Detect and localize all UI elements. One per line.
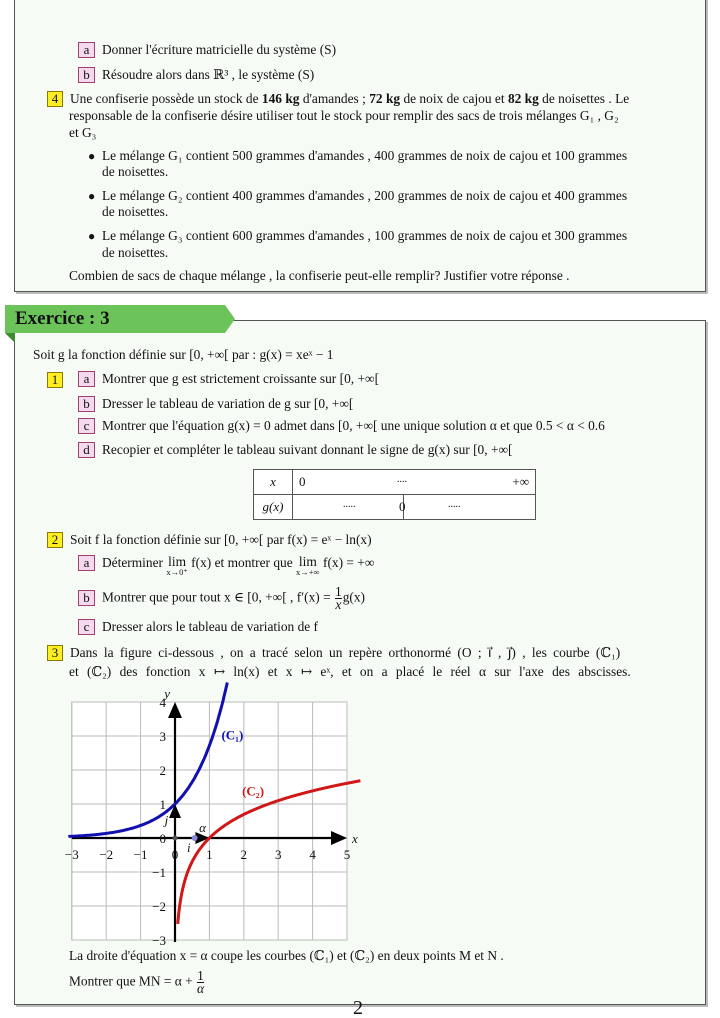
bullet-text: Le mélange G₂ contient 400 grammes d'amandes , 200 grammes de noix de cajou et 400 grammes: [102, 188, 628, 203]
bullet-text: Le mélange G₁ contient 500 grammes d'amandes , 400 grammes de noix de cajou et 100 grammes: [102, 148, 628, 163]
origin-point: [173, 836, 178, 841]
text: de noisettes . Le: [538, 91, 630, 106]
lim: lim: [168, 554, 186, 569]
item-text: Montrer que l'équation g(x) = 0 admet dans [0, +∞[ une unique solution α et que 0.5 < α < 0.6: [102, 418, 605, 433]
c2-label: (C₂): [242, 783, 265, 799]
question-4-line-2: responsable de la confiserie désire utiliser tout le stock pour remplir des sacs de trois mélanges G₁ , G₂: [69, 108, 619, 123]
y-tick-label: −2: [152, 899, 166, 914]
item-text: Résoudre alors dans ℝ³ , le système (S): [102, 67, 315, 82]
x-tick-label: 5: [343, 847, 351, 862]
item-a: [78, 42, 336, 58]
table-cell: [293, 495, 536, 520]
cell-value: +∞: [512, 474, 529, 489]
cell-value: 0: [299, 474, 306, 489]
item-text: Dresser le tableau de variation de g sur [0, +∞[: [102, 396, 354, 411]
limit: [166, 555, 188, 576]
text: Déterminer: [102, 555, 167, 570]
item-label: c: [78, 619, 95, 635]
amandes-qty: 146 kg: [261, 91, 300, 106]
limit: [296, 555, 320, 576]
y-tick-label: 0: [159, 831, 166, 846]
q2-item-b: [78, 586, 365, 611]
question-3-text: La droite d'équation x = α coupe les courbes (ℂ₁) et (ℂ₂) en deux points M et N .: [69, 948, 504, 963]
fraction: [197, 970, 204, 995]
exercise-title: Exercice : 3: [5, 305, 225, 333]
denominator: x: [335, 597, 342, 612]
y-axis-label: y: [164, 686, 170, 701]
i-vector-label: i⃗: [187, 840, 201, 855]
lim-sub: x→0⁺: [166, 567, 188, 577]
item-text: Recopier et compléter le tableau suivant donnant le signe de g(x) sur [0, +∞[: [102, 442, 513, 457]
x-tick-label: −1: [133, 847, 148, 862]
question-3: [47, 645, 620, 661]
cell-value: ....: [397, 474, 407, 485]
bullet-text: de noisettes.: [102, 164, 169, 179]
q2-item-a: [78, 555, 374, 576]
table-header: x: [254, 470, 293, 495]
y-tick-label: −3: [152, 933, 166, 948]
item-text: Donner l'écriture matricielle du système (S): [102, 42, 337, 57]
text: g(x): [342, 589, 365, 605]
item-text: Dresser alors le tableau de variation de f: [102, 619, 319, 634]
item-label: c: [78, 418, 95, 434]
question-number: 1: [47, 372, 63, 388]
x-tick-label: 3: [274, 847, 282, 862]
question-number: 2: [47, 532, 63, 548]
q2-item-c: [78, 619, 318, 635]
item-label: a: [78, 42, 95, 58]
y-tick-label: −1: [152, 865, 166, 880]
text: Dans la figure ci-dessous , on a tracé selon un repère orthonormé (O ; i⃗ , j⃗) , les courbe (ℂ₁): [70, 645, 621, 660]
q1-item-d: [78, 442, 513, 458]
text: de noix de cajou et: [400, 91, 508, 106]
sign-table: [253, 469, 536, 520]
x-tick-label: 2: [240, 847, 248, 862]
table-row: [254, 470, 536, 495]
question-number: 3: [47, 645, 63, 661]
bullet-icon: ●: [88, 189, 96, 203]
x-tick-label: 4: [309, 847, 316, 862]
text: Une confiserie possède un stock de: [70, 91, 262, 106]
x-tick-label: −2: [99, 847, 114, 862]
item-label: b: [78, 396, 95, 412]
table-header: g(x): [254, 495, 293, 520]
function-graph: [55, 678, 375, 950]
x-tick-label: 0: [171, 847, 179, 862]
question-2: [47, 532, 372, 548]
x-tick-label: −3: [64, 847, 79, 862]
question-3-ask: [69, 970, 205, 995]
q1-item-b: [78, 396, 353, 412]
item-label: d: [78, 442, 95, 458]
bullet-icon: ●: [88, 149, 96, 163]
lim: lim: [298, 554, 317, 569]
page-number: 2: [353, 997, 363, 1018]
item-label: b: [78, 590, 95, 606]
numerator: 1: [197, 968, 204, 983]
y-tick-label: 2: [159, 763, 166, 778]
text: f(x) = +∞: [319, 555, 375, 570]
text: Montrer que pour tout x ∈ [0, +∞[ , f′(x) =: [102, 589, 334, 605]
table-cell: [293, 470, 536, 495]
numerator: 1: [334, 584, 342, 599]
text: Montrer que MN = α +: [69, 973, 196, 989]
tab-fold: [5, 333, 15, 343]
c1-label: (C₁): [221, 727, 244, 743]
table-row: [254, 495, 536, 520]
text: Soit f la fonction définie sur [0, +∞[ par f(x) = eˣ − ln(x): [70, 532, 372, 547]
bullet-text: Le mélange G₃ contient 600 grammes d'amandes , 100 grammes de noix de cajou et 300 grammes: [102, 228, 628, 243]
question-4-line-3: et G₃: [69, 125, 97, 140]
bullet-text: de noisettes.: [102, 245, 169, 260]
item-label: b: [78, 67, 95, 83]
item-b: [78, 67, 314, 83]
y-tick-label: 4: [159, 695, 166, 710]
question-4-ask: Combien de sacs de chaque mélange , la confiserie peut-elle remplir? Justifier votre réponse .: [69, 268, 570, 283]
bullet-icon: ●: [88, 229, 96, 243]
x-axis-label: x: [352, 831, 358, 846]
question-4: [47, 91, 629, 107]
cell-value: 0: [399, 499, 406, 514]
cell-value: .....: [343, 499, 356, 510]
question-3-line-2: et (ℂ₂) des fonction x ↦ ln(x) et x ↦ eˣ, et on a placé le réel α sur l'axe des abscisses.: [69, 664, 631, 679]
y-tick-label: 1: [159, 797, 166, 812]
alpha-label: α: [199, 820, 206, 835]
item-text: Montrer que g est strictement croissante sur [0, +∞[: [102, 371, 380, 386]
y-tick-label: 3: [159, 729, 166, 744]
x-tick-label: 1: [206, 847, 213, 862]
text: d'amandes ;: [299, 91, 370, 106]
exercise-intro: Soit g la fonction définie sur [0, +∞[ par : g(x) = xeˣ − 1: [33, 347, 334, 362]
j-vector-label: j⃗: [164, 812, 179, 828]
question-number: 4: [47, 91, 63, 107]
bullet-text: de noisettes.: [102, 204, 169, 219]
denominator: α: [197, 981, 205, 996]
cajou-qty: 72 kg: [369, 91, 401, 106]
noisettes-qty: 82 kg: [507, 91, 539, 106]
fraction: [335, 586, 342, 611]
item-label: a: [78, 371, 95, 387]
lim-sub: x→+∞: [296, 567, 320, 577]
cell-value: .....: [448, 499, 461, 510]
q1-item-a: [78, 371, 379, 387]
text: f(x) et montrer que: [187, 555, 297, 570]
item-label: a: [78, 555, 95, 571]
q1-item-c: [78, 418, 605, 434]
